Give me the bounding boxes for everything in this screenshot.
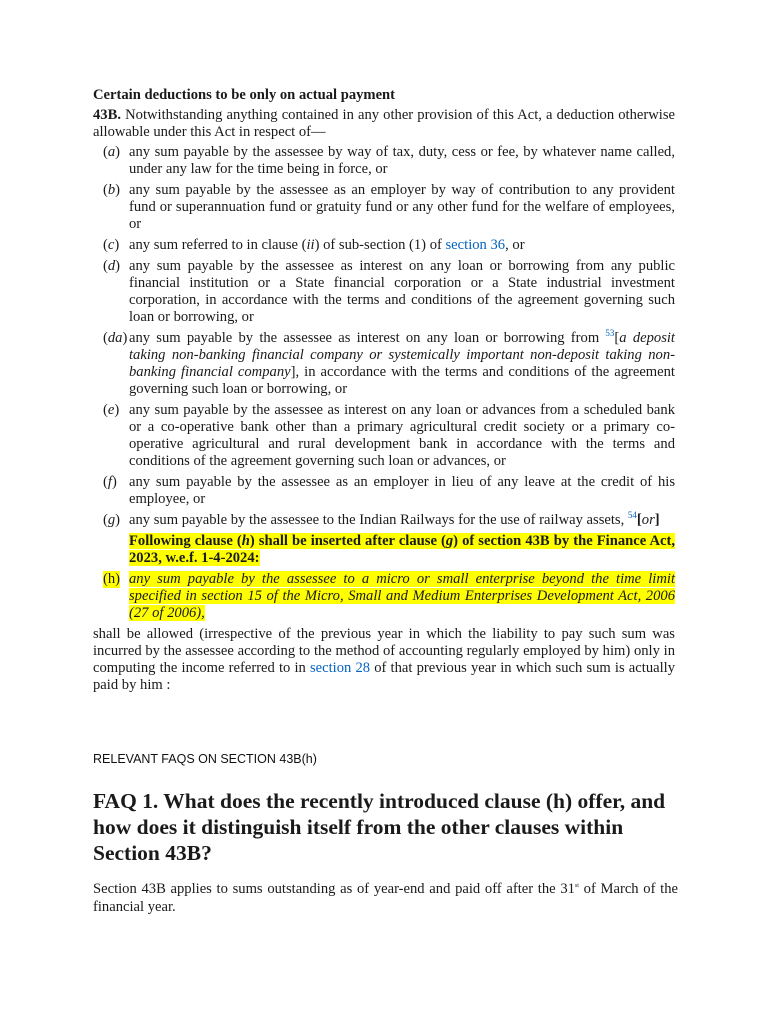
clause-d (93, 258, 675, 326)
footnote-54-link[interactable]: 54 (627, 510, 637, 521)
clause-g-label: (g) (103, 512, 121, 528)
clause-f (93, 474, 675, 508)
clause-b-text: any sum payable by the assessee as an employer by way of contribution to any provident fund or superannuation fund or gratuity fund or any other fund for the welfare of employees, or (129, 182, 675, 232)
clause-h (93, 571, 675, 622)
closing-text-2: of that previous year in which such sum is actually paid by him : (93, 660, 676, 693)
closing-paragraph (93, 626, 675, 694)
clause-da-label: (da) (103, 330, 128, 346)
clause-c (93, 237, 675, 254)
clause-d-text: any sum payable by the assessee as interest on any loan or borrowing from any public financial institution or a State financial corporation or a State industrial investment corporation, in accordance with the terms and conditions of the agreement governing such loan or borrowing, or (129, 258, 675, 325)
clause-b-label: (b) (103, 182, 121, 198)
clause-a-label: (a) (103, 144, 121, 160)
clause-a (93, 144, 675, 178)
clause-e (93, 402, 675, 470)
faq-title: FAQ 1. What does the recently introduced clause (h) offer, and how does it distinguish itself from the other clauses within Section 43B? (93, 789, 666, 865)
clause-a-text: any sum payable by the assessee by way of tax, duty, cess or fee, by whatever name called, under any law for the time being in force, or (129, 144, 675, 177)
clause-c-text: any sum referred to in clause ( (129, 237, 307, 253)
clause-c-text-2: ) of sub-section (1) of (314, 237, 446, 253)
section-43b-text (93, 87, 675, 694)
section-36-link[interactable]: section 36 (445, 237, 506, 253)
faq-section-label: RELEVANT FAQS ON SECTION 43B(h) (93, 752, 317, 766)
section-28-link[interactable]: section 28 (309, 660, 371, 676)
section-number: 43B. (93, 107, 121, 123)
clause-e-text: any sum payable by the assessee as interest on any loan or advances from a scheduled bank or a co-operative bank other than a primary agricultural credit society or a primary co-operative agricultural and rural development bank in accordance with the terms and conditions of the agreement governing such loan or advances, or (129, 402, 675, 469)
section-intro (93, 107, 675, 141)
faq-answer (93, 880, 678, 916)
clause-d-label: (d) (103, 258, 121, 274)
clause-e-label: (e) (103, 402, 120, 418)
clause-g-italic: or (641, 512, 655, 528)
faq-answer-text-2: of March of the financial year. (93, 881, 678, 915)
closing-text: shall be allowed (irrespective of the previous year in which the liability to pay such sum was incurred by the assessee according to the method of accounting regularly employed by him) only in computing the income referred to in (93, 626, 675, 676)
clause-h-text: any sum payable by the assessee to a micro or small enterprise beyond the time limit specified in section 15 of the Micro, Small and Medium Enterprises Development Act, 2006 (27 of 2006), (129, 571, 675, 621)
bracket-open: [ (614, 330, 620, 346)
ordinal-suffix: st (574, 883, 579, 890)
clause-c-text-3: , or (505, 237, 525, 253)
intro-text: Notwithstanding anything contained in any other provision of this Act, a deduction otherwise allowable under this Act in respect of— (93, 107, 675, 140)
clause-f-label: (f) (103, 474, 117, 490)
clause-g (93, 512, 675, 529)
clause-da-italic: a deposit taking non-banking financial company or systemically important non-deposit taking non-banking financial company (129, 330, 675, 380)
amendment-notice: Following clause (h) shall be inserted after clause (g) of section 43B by the Finance Act, 2023, w.e.f. 1-4-2024: (129, 533, 675, 566)
section-heading: Certain deductions to be only on actual payment (93, 87, 396, 103)
bracket-close: ] (654, 512, 660, 528)
footnote-53-link[interactable]: 53 (605, 328, 615, 339)
clause-da-text-2: , in accordance with the terms and conditions of the agreement governing such loan or borrowing, or (129, 364, 675, 397)
clause-g-text: any sum payable by the assessee to the Indian Railways for the use of railway assets, (129, 512, 628, 528)
clause-h-label: (h) (103, 571, 121, 587)
clause-da (93, 330, 675, 398)
clause-b (93, 182, 675, 233)
clause-c-label: (c) (103, 237, 120, 253)
clause-da-text: any sum payable by the assessee as interest on any loan or borrowing from (129, 330, 606, 346)
clause-c-roman: ii (306, 237, 315, 253)
bracket-close: ] (290, 364, 296, 380)
faq-answer-text: Section 43B applies to sums outstanding as of year-end and paid off after the 31 (93, 881, 575, 897)
clause-f-text: any sum payable by the assessee as an employer in lieu of any leave at the credit of his employee, or (129, 474, 675, 507)
bracket-open: [ (636, 512, 642, 528)
